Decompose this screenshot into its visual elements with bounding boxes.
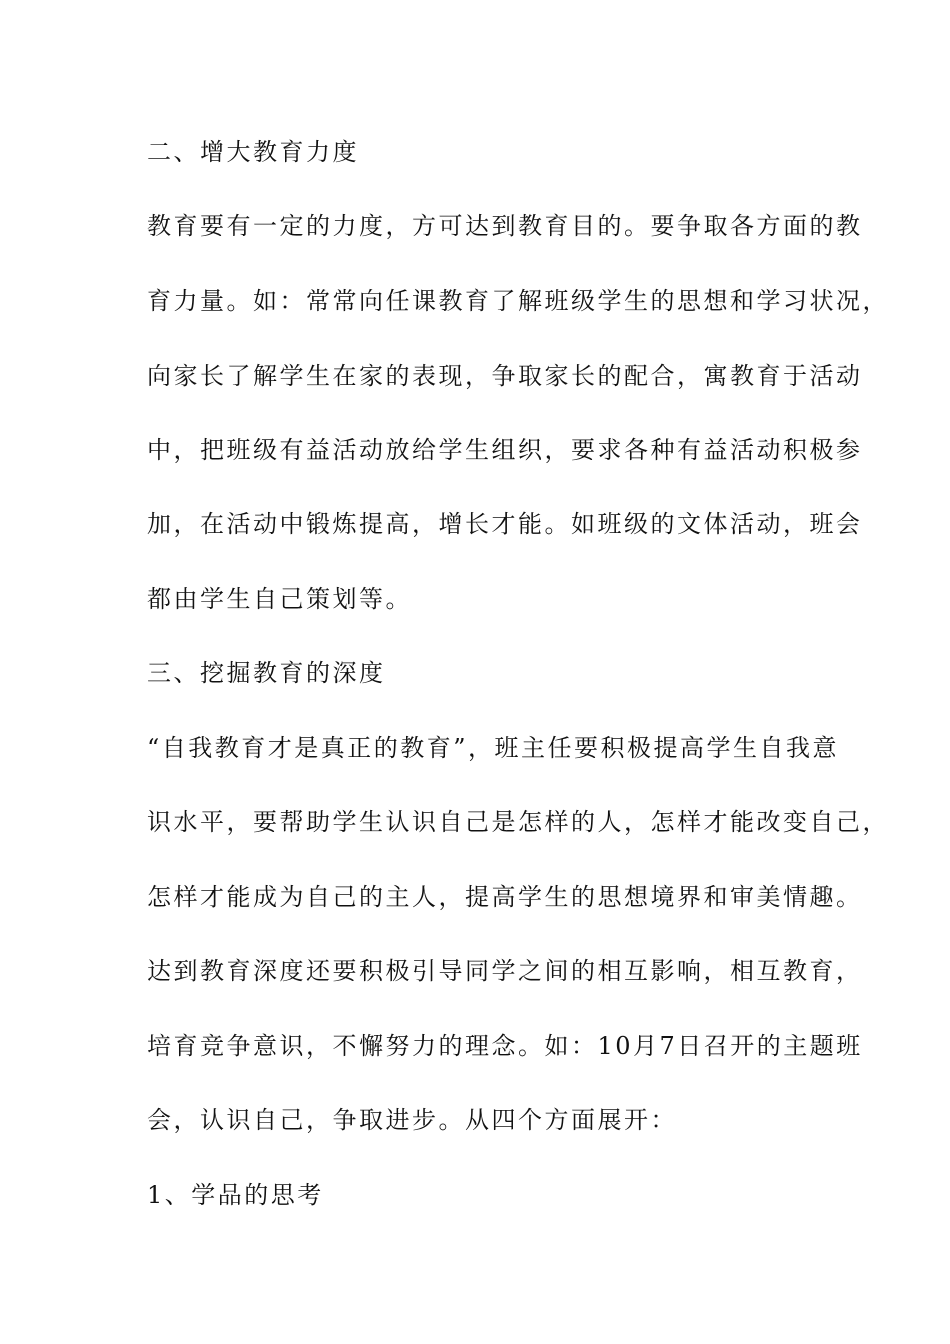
paragraph-line: 识水平，要帮助学生认识自己是怎样的人，怎样才能改变自己，: [147, 808, 889, 836]
heading-section-two: 二、增大教育力度: [147, 138, 359, 166]
list-item-heading: 1、学品的思考: [147, 1181, 324, 1209]
paragraph-line: 达到教育深度还要积极引导同学之间的相互影响，相互教育，: [147, 957, 863, 985]
paragraph-line: 加，在活动中锻炼提高，增长才能。如班级的文体活动，班会: [147, 510, 863, 538]
paragraph-line: 教育要有一定的力度，方可达到教育目的。要争取各方面的教: [147, 212, 863, 240]
paragraph-line: “自我教育才是真正的教育”，班主任要积极提高学生自我意: [147, 734, 840, 762]
paragraph-line: 怎样才能成为自己的主人，提高学生的思想境界和审美情趣。: [147, 883, 863, 911]
paragraph-line: 向家长了解学生在家的表现，争取家长的配合，寓教育于活动: [147, 362, 863, 390]
heading-section-three: 三、挖掘教育的深度: [147, 659, 386, 687]
paragraph-line: 都由学生自己策划等。: [147, 585, 412, 613]
paragraph-line: 会，认识自己，争取进步。从四个方面展开：: [147, 1106, 677, 1134]
paragraph-line: 育力量。如：常常向任课教育了解班级学生的思想和学习状况，: [147, 287, 889, 315]
paragraph-line: 中，把班级有益活动放给学生组织，要求各种有益活动积极参: [147, 436, 863, 464]
paragraph-line: 培育竞争意识，不懈努力的理念。如：10月7日召开的主题班: [147, 1032, 863, 1060]
